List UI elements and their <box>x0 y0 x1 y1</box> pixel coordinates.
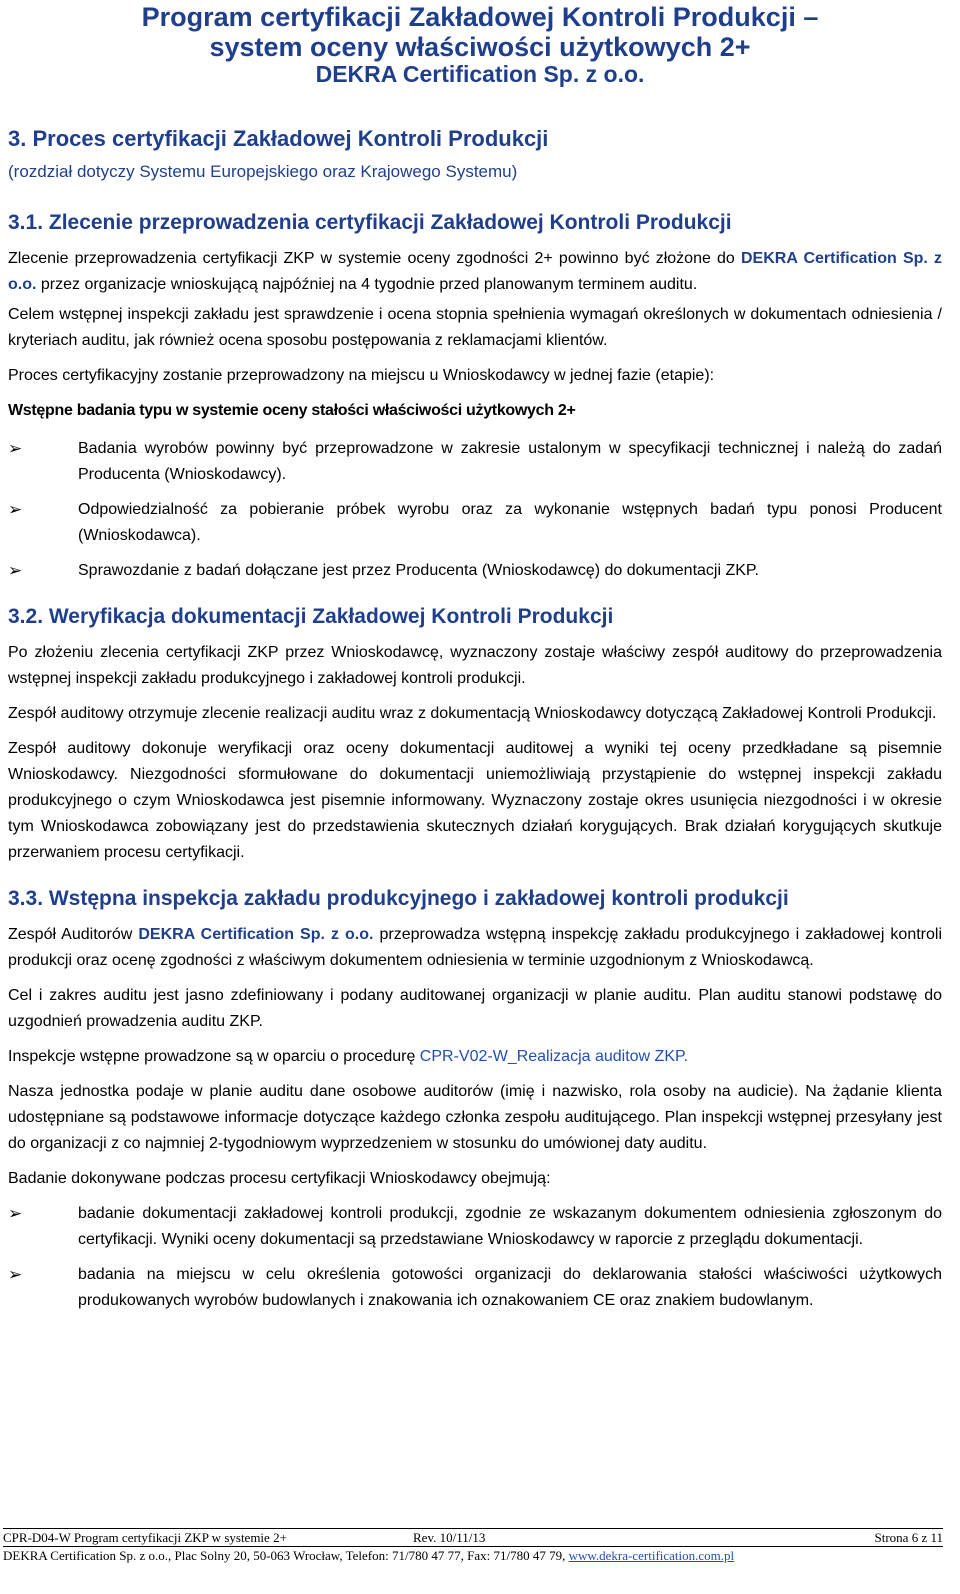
text-fragment: Zespół Auditorów <box>8 926 139 943</box>
list-item <box>8 558 942 584</box>
footer-document-id: CPR-D04-W Program certyfikacji ZKP w systemie 2+ <box>3 1530 287 1545</box>
list-item <box>8 1201 942 1253</box>
arrowhead-bullet-icon: ➢ <box>8 500 23 519</box>
list-item <box>8 497 942 549</box>
header-company: DEKRA Certification Sp. z o.o. <box>315 61 645 88</box>
footer-page-number: Strona 6 z 11 <box>874 1530 943 1545</box>
text-fragment: przeprowadza wstępną inspekcję zakładu produkcyjnego i zakładowej kontroli produkcji oraz ocenę zgodności z właściwym dokumentem odniesienia w terminie uzgodnionym z Wnioskodawcą. <box>8 926 942 969</box>
list-item-text: badania na miejscu w celu określenia gotowości organizacji do deklarowania stałości właściwości użytkowych produkowanych wyrobów budowlanych i znakowania ich oznakowaniem CE oraz znakiem budowlanym. <box>78 1266 942 1309</box>
section-3-3-paragraph-3 <box>8 1044 942 1070</box>
list-item-text: Odpowiedzialność za pobieranie próbek wyrobu oraz za wykonanie wstępnych badań typu ponosi Producent (Wnioskodawca). <box>78 501 942 544</box>
footer-address-row <box>3 1546 943 1565</box>
section-3-1-bullet-list <box>8 436 942 584</box>
section-3-2-paragraph-3: Zespół auditowy dokonuje weryfikacji oraz oceny dokumentacji auditowej a wyniki tej oceny przedkładane są pisemnie Wnioskodawcy. Niezgodności sformułowane do dokumentacji uniemożliwiają przystąpienie do wstępnej inspekcji zakładu produkcyjnego o czym Wnioskodawca jest pisemnie informowany. Wyznaczony zostaje okres usunięcia niezgodności i w okresie tym Wnioskodawca zobowiązany jest do przedstawienia skutecznych działań korygujących. Brak działań korygujących skutkuje przerwaniem procesu certyfikacji. <box>8 740 942 861</box>
footer-row <box>3 1529 943 1546</box>
page-header <box>0 2 960 88</box>
header-title-line2: system oceny właściwości użytkowych 2+ <box>209 32 751 63</box>
section-3-subtitle: (rozdział dotyczy Systemu Europejskiego oraz Krajowego Systemu) <box>8 162 518 181</box>
section-3-2-paragraph-2: Zespół auditowy otrzymuje zlecenie realizacji auditu wraz z dokumentacją Wnioskodawcy dotyczącą Zakładowej Kontroli Produkcji. <box>8 705 937 722</box>
document-body <box>8 210 942 1323</box>
page-footer <box>3 1528 943 1565</box>
text-fragment: przez organizacje wnioskującą najpóźniej na 4 tygodnie przed planowanym terminem auditu. <box>36 276 698 293</box>
list-item-text: badanie dokumentacji zakładowej kontroli produkcji, zgodnie ze wskazanym dokumentem odniesienia zgłoszonym do certyfikacji. Wyniki oceny dokumentacji są przedstawiane Wnioskodawcy w raporcie z przeglądu dokumentacji. <box>78 1205 942 1248</box>
arrowhead-bullet-icon: ➢ <box>8 561 23 580</box>
arrowhead-bullet-icon: ➢ <box>8 1204 23 1223</box>
section-3-3-title: 3.3. Wstępna inspekcja zakładu produkcyjnego i zakładowej kontroli produkcji <box>8 887 789 910</box>
procedure-link[interactable]: CPR-V02-W_Realizacja auditow ZKP. <box>419 1048 689 1065</box>
footer-address: DEKRA Certification Sp. z o.o., Plac Solny 20, 50-063 Wrocław, Telefon: 71/780 47 77, Fax: 71/780 47 79, <box>3 1548 569 1563</box>
section-3-title: 3. Proces certyfikacji Zakładowej Kontroli Produkcji <box>8 126 549 151</box>
section-3-1-paragraph-2: Celem wstępnej inspekcji zakładu jest sprawdzenie i ocena stopnia spełnienia wymagań określonych w dokumentach odniesienia / kryteriach auditu, jak również ocena sposobu postępowania z reklamacjami klientów. <box>8 306 942 349</box>
section-3-3-paragraph-5: Badanie dokonywane podczas procesu certyfikacji Wnioskodawcy obejmują: <box>8 1170 551 1187</box>
list-item <box>8 1262 942 1314</box>
footer-website-link[interactable]: www.dekra-certification.com.pl <box>568 1548 735 1563</box>
list-item <box>8 436 942 488</box>
arrowhead-bullet-icon: ➢ <box>8 1265 23 1284</box>
header-title-line1: Program certyfikacji Zakładowej Kontroli Produkcji – <box>141 2 819 32</box>
section-3-1-paragraph-1 <box>8 246 942 298</box>
section-3-1-paragraph-3: Proces certyfikacyjny zostanie przeprowadzony na miejscu u Wnioskodawcy w jednej fazie (etapie): <box>8 367 715 384</box>
section-3-3-bullet-list <box>8 1201 942 1314</box>
section-3-2-paragraph-1: Po złożeniu zlecenia certyfikacji ZKP przez Wnioskodawcę, wyznaczony zostaje właściwy zespół auditowy do przeprowadzenia wstępnej inspekcji zakładu produkcyjnego i zakładowej kontroli produkcji. <box>8 644 942 687</box>
section-3-3-paragraph-1 <box>8 922 942 974</box>
section-3-3-paragraph-4: Nasza jednostka podaje w planie auditu dane osobowe auditorów (imię i nazwisko, rola osoby na audicie). Na żądanie klienta udostępniane są podstawowe informacje dotyczące każdego członka zespołu auditującego. Plan inspekcji wstępnej przesyłany jest do organizacji z co najmniej 2-tygodniowym wyprzedzeniem w stosunku do umówionej daty auditu. <box>8 1083 942 1152</box>
section-3-2-title: 3.2. Weryfikacja dokumentacji Zakładowej Kontroli Produkcji <box>8 605 614 628</box>
text-fragment: Zlecenie przeprowadzenia certyfikacji ZKP w systemie oceny zgodności 2+ powinno być złożone do <box>8 250 741 267</box>
company-name: DEKRA Certification Sp. z o.o. <box>138 926 374 943</box>
list-item-text: Sprawozdanie z badań dołączane jest przez Producenta (Wnioskodawcę) do dokumentacji ZKP. <box>78 562 759 579</box>
footer-revision: Rev. 10/11/13 <box>413 1530 486 1545</box>
section-3-1-title: 3.1. Zlecenie przeprowadzenia certyfikacji Zakładowej Kontroli Produkcji <box>8 211 732 234</box>
section-3-1-subheading: Wstępne badania typu w systemie oceny stałości właściwości użytkowych 2+ <box>8 402 576 419</box>
list-item-text: Badania wyrobów powinny być przeprowadzone w zakresie ustalonym w specyfikacji technicznej i należą do zadań Producenta (Wnioskodawcy). <box>78 440 942 483</box>
section-3-3-paragraph-2: Cel i zakres auditu jest jasno zdefiniowany i podany auditowanej organizacji w planie auditu. Plan auditu stanowi podstawę do uzgodnień prowadzenia auditu ZKP. <box>8 987 942 1030</box>
arrowhead-bullet-icon: ➢ <box>8 439 23 458</box>
company-name: DEKRA Certification Sp. z o.o. <box>8 250 943 293</box>
text-fragment: Inspekcje wstępne prowadzone są w oparciu o procedurę <box>8 1048 420 1065</box>
